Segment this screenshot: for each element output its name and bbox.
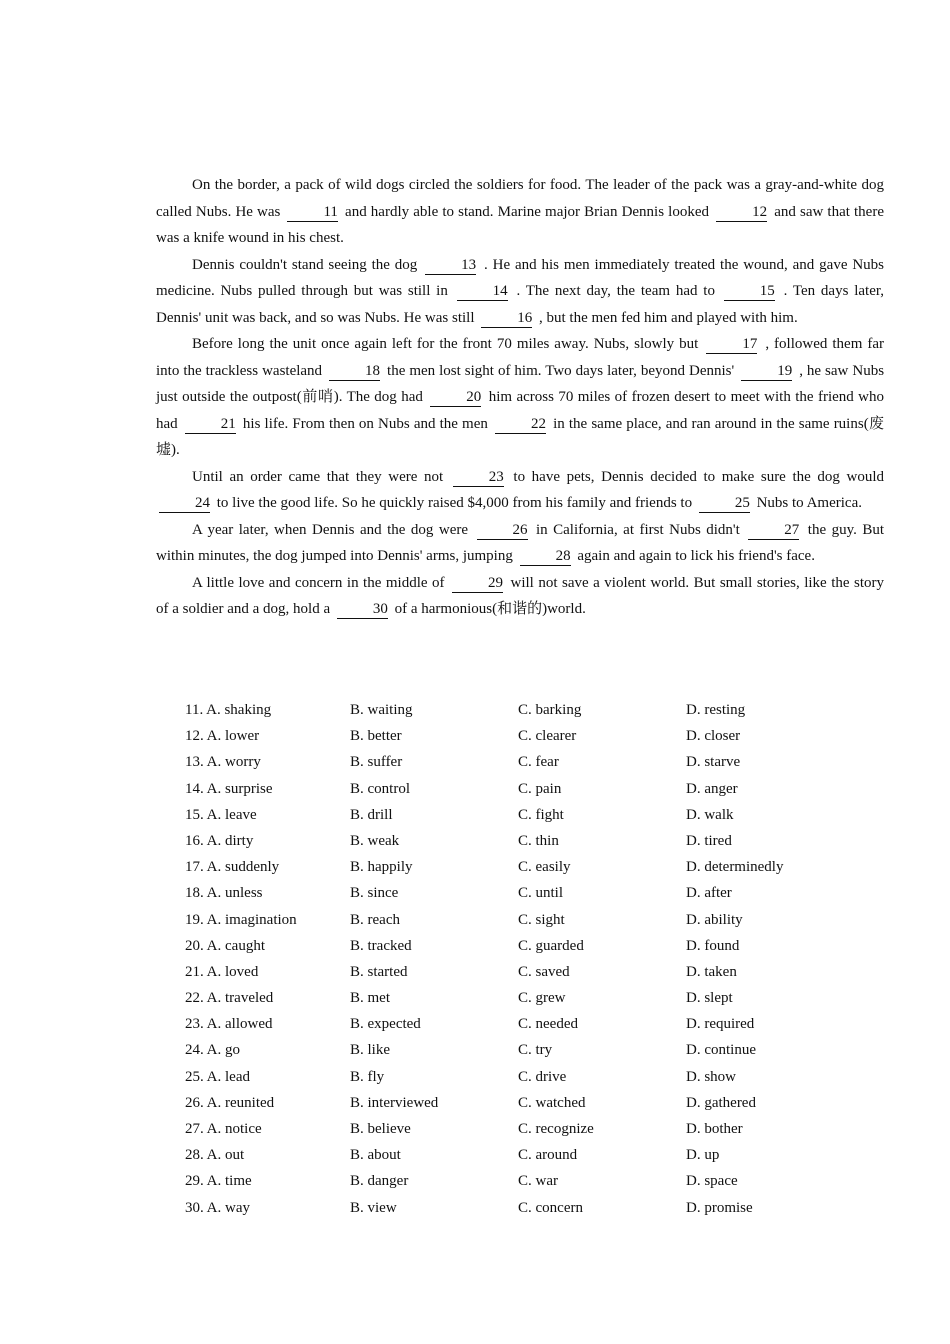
option-a: 28. A. out <box>185 1147 245 1164</box>
question-row <box>185 1064 805 1090</box>
passage-text: will not save a violent world. But small stories, like the story of a soldier and a dog, hold a <box>156 574 885 617</box>
passage-text: and hardly able to stand. Marine major Brian Dennis looked <box>345 203 709 220</box>
option-d: D. show <box>686 1068 737 1085</box>
paragraph <box>156 331 884 464</box>
question-row <box>185 802 805 828</box>
option-d: D. continue <box>686 1042 756 1059</box>
passage-text: A year later, when Dennis and the dog were <box>192 521 469 538</box>
option-c: C. needed <box>518 1016 578 1033</box>
option-a: 18. A. unless <box>185 885 263 902</box>
blank-number: 28 <box>520 547 571 566</box>
blank-number: 25 <box>699 494 750 513</box>
option-c: C. drive <box>518 1068 567 1085</box>
option-d: D. gathered <box>686 1094 756 1111</box>
option-b: B. interviewed <box>350 1094 439 1111</box>
option-d: D. walk <box>686 806 734 823</box>
option-a: 22. A. traveled <box>185 990 274 1007</box>
option-c: C. grew <box>518 990 566 1007</box>
option-c: C. until <box>518 885 564 902</box>
option-a: 12. A. lower <box>185 728 260 745</box>
option-a: 11. A. shaking <box>185 702 272 718</box>
option-d: D. determinedly <box>686 859 784 876</box>
blank-number: 23 <box>453 468 504 487</box>
option-b: B. about <box>350 1147 401 1164</box>
option-d: D. found <box>686 937 740 954</box>
option-b: B. happily <box>350 859 413 876</box>
blank-number: 30 <box>337 600 388 619</box>
question-row <box>185 776 805 802</box>
question-row <box>185 880 805 906</box>
passage-text: Nubs to America. <box>756 495 862 511</box>
option-d: D. bother <box>686 1121 743 1137</box>
option-d: D. closer <box>686 728 741 745</box>
option-c: C. pain <box>518 780 562 797</box>
option-d: D. starve <box>686 754 741 771</box>
option-d: D. tired <box>686 832 732 849</box>
option-c: C. saved <box>518 963 570 980</box>
answer-options <box>185 697 805 1221</box>
passage-text: . He and his men immediately treated the wound, and gave Nubs medicine. Nubs pulled through but was still in <box>156 256 885 299</box>
blank-number: 26 <box>477 521 528 540</box>
passage-text: his life. From then on Nubs and the men <box>242 415 488 432</box>
passage-text: to live the good life. So he quickly raised $4,000 from his family and friends to <box>216 495 693 511</box>
option-c: C. around <box>518 1147 578 1164</box>
option-b: B. control <box>350 780 410 797</box>
question-row <box>185 697 805 723</box>
paragraph <box>156 464 884 517</box>
option-a: 21. A. loved <box>185 963 259 980</box>
option-c: C. sight <box>518 911 565 928</box>
option-c: C. watched <box>518 1094 586 1111</box>
option-b: B. weak <box>350 832 400 849</box>
passage-text: in the same place, and ran around in the same ruins(废墟). <box>156 415 885 458</box>
option-c: C. fear <box>518 754 559 771</box>
option-b: B. met <box>350 990 390 1007</box>
passage-text: , he saw Nubs just outside the outpost(前哨). The dog had <box>156 362 885 405</box>
passage-text: the guy. But within minutes, the dog jumped into Dennis' arms, jumping <box>156 521 885 564</box>
option-b: B. believe <box>350 1121 411 1137</box>
blank-number: 17 <box>706 335 757 354</box>
blank-number: 20 <box>430 388 481 407</box>
option-a: 14. A. surprise <box>185 780 273 797</box>
option-c: C. war <box>518 1173 558 1190</box>
option-c: C. try <box>518 1042 553 1059</box>
passage-text: in California, at first Nubs didn't <box>536 521 740 538</box>
paragraph <box>156 172 884 252</box>
passage-text: A little love and concern in the middle of <box>192 574 445 591</box>
passage-text: On the border, a pack of wild dogs circled the soldiers for food. The leader of the pack was a gray-and-white dog called Nubs. He was <box>156 177 884 220</box>
paragraph <box>156 517 884 570</box>
blank-number: 24 <box>159 494 210 513</box>
passage-text: Until an order came that they were not <box>192 468 444 485</box>
blank-number: 16 <box>481 309 532 328</box>
option-a: 17. A. suddenly <box>185 859 280 876</box>
paragraph <box>156 570 884 623</box>
question-row <box>185 1037 805 1063</box>
option-a: 16. A. dirty <box>185 832 254 849</box>
option-d: D. up <box>686 1147 720 1164</box>
option-d: D. taken <box>686 963 737 980</box>
option-c: C. easily <box>518 859 571 876</box>
question-row <box>185 723 805 749</box>
option-b: B. fly <box>350 1068 385 1085</box>
option-b: B. drill <box>350 806 393 823</box>
option-a: 27. A. notice <box>185 1121 262 1137</box>
option-d: D. promise <box>686 1199 753 1216</box>
passage-text: and saw that there was a knife wound in his chest. <box>156 203 884 246</box>
option-d: D. after <box>686 885 732 902</box>
blank-number: 27 <box>748 521 799 540</box>
option-b: B. suffer <box>350 754 403 771</box>
option-b: B. waiting <box>350 702 413 718</box>
option-b: B. tracked <box>350 937 412 954</box>
option-c: C. fight <box>518 806 564 823</box>
blank-number: 15 <box>724 282 775 301</box>
option-d: D. anger <box>686 780 738 797</box>
question-row <box>185 933 805 959</box>
question-row <box>185 907 805 933</box>
option-a: 24. A. go <box>185 1042 241 1059</box>
passage-text: of a harmonious(和谐的)world. <box>394 601 586 617</box>
question-row <box>185 1090 805 1116</box>
passage-text: Dennis couldn't stand seeing the dog <box>192 256 418 273</box>
question-row <box>185 749 805 775</box>
option-a: 30. A. way <box>185 1199 250 1216</box>
option-c: C. barking <box>518 702 582 718</box>
option-c: C. concern <box>518 1199 583 1216</box>
option-b: B. like <box>350 1042 390 1059</box>
blank-number: 12 <box>716 203 767 222</box>
option-a: 29. A. time <box>185 1173 252 1190</box>
question-row <box>185 1011 805 1037</box>
option-c: C. guarded <box>518 937 584 954</box>
blank-number: 11 <box>287 203 337 222</box>
question-row <box>185 985 805 1011</box>
blank-number: 21 <box>185 415 236 434</box>
question-row <box>185 1142 805 1168</box>
blank-number: 29 <box>452 574 503 593</box>
passage-text: to have pets, Dennis decided to make sure the dog would <box>513 468 884 485</box>
cloze-passage <box>156 172 884 623</box>
option-b: B. reach <box>350 911 400 928</box>
passage-text: , followed them far into the trackless wasteland <box>156 336 885 379</box>
option-d: D. ability <box>686 911 743 928</box>
passage-text: . Ten days later, Dennis' unit was back, and so was Nubs. He was still <box>156 283 885 326</box>
question-row <box>185 1195 805 1221</box>
passage-text: , but the men fed him and played with him. <box>539 309 798 326</box>
option-a: 25. A. lead <box>185 1068 250 1085</box>
option-a: 23. A. allowed <box>185 1016 273 1033</box>
question-row <box>185 959 805 985</box>
option-b: B. better <box>350 728 402 745</box>
option-c: C. thin <box>518 832 559 849</box>
question-row <box>185 1168 805 1194</box>
passage-text: again and again to lick his friend's face. <box>577 548 815 564</box>
option-d: D. space <box>686 1173 738 1190</box>
passage-text: the men lost sight of him. Two days later, beyond Dennis' <box>387 362 735 379</box>
option-a: 19. A. imagination <box>185 911 297 928</box>
option-b: B. since <box>350 885 399 902</box>
option-b: B. danger <box>350 1173 409 1190</box>
passage-text: him across 70 miles of frozen desert to meet with the friend who had <box>156 389 885 432</box>
option-a: 20. A. caught <box>185 937 265 954</box>
passage-text: Before long the unit once again left for the front 70 miles away. Nubs, slowly but <box>192 336 699 352</box>
option-c: C. clearer <box>518 728 577 745</box>
option-d: D. slept <box>686 990 733 1007</box>
option-c: C. recognize <box>518 1121 594 1137</box>
option-b: B. started <box>350 963 408 980</box>
option-b: B. view <box>350 1199 397 1216</box>
blank-number: 18 <box>329 362 380 381</box>
question-row <box>185 828 805 854</box>
question-row <box>185 854 805 880</box>
blank-number: 13 <box>425 256 476 275</box>
option-d: D. resting <box>686 702 746 718</box>
option-a: 13. A. worry <box>185 754 261 771</box>
option-a: 26. A. reunited <box>185 1094 275 1111</box>
option-a: 15. A. leave <box>185 806 257 823</box>
blank-number: 19 <box>741 362 792 381</box>
blank-number: 22 <box>495 415 546 434</box>
paragraph <box>156 252 884 332</box>
question-row <box>185 1116 805 1142</box>
option-d: D. required <box>686 1016 755 1033</box>
passage-text: . The next day, the team had to <box>516 283 715 299</box>
option-b: B. expected <box>350 1016 421 1033</box>
blank-number: 14 <box>457 282 508 301</box>
